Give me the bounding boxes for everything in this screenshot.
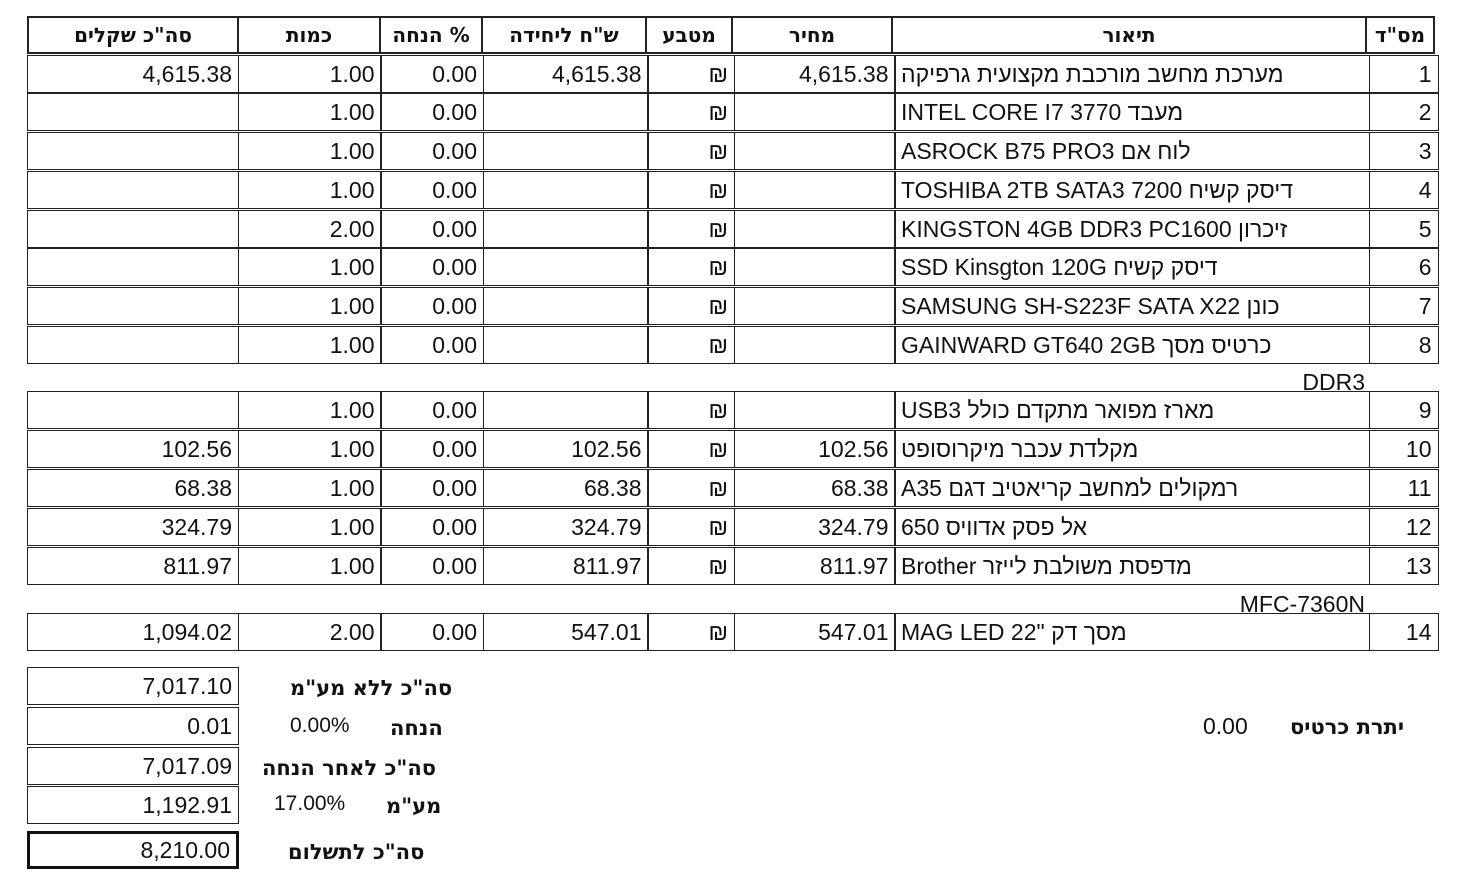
vat-percent: 17.00%: [274, 792, 346, 815]
row-description-text: מדפסת משולבת לייזר Brother: [901, 552, 1192, 579]
row-index-text: 5: [1418, 215, 1432, 242]
row-description-text: לוח אם ASROCK B75 PRO3: [901, 137, 1191, 164]
row-total: [27, 391, 239, 429]
row-quantity: [238, 132, 382, 170]
table-row: [27, 326, 1439, 364]
row-index: [1369, 287, 1439, 325]
row-currency-text: ₪: [708, 396, 728, 423]
row-quantity-text: 2.00: [329, 618, 375, 645]
row-discount: [380, 93, 484, 131]
row-quantity: [238, 171, 382, 209]
row-quantity: [238, 93, 382, 131]
row-total-text: 324.79: [161, 513, 232, 540]
row-index-text: 1: [1418, 60, 1432, 87]
row-quantity: [238, 55, 382, 93]
row-currency: [647, 55, 735, 93]
row-description-continued: MFC-7360N: [1239, 591, 1365, 617]
row-description: [894, 391, 1370, 429]
row-quantity: [238, 508, 382, 546]
header-total-ils: סה"כ שקלים: [27, 16, 239, 54]
row-currency-text: ₪: [708, 513, 728, 540]
after-discount-value: 7,017.09: [27, 747, 239, 785]
row-currency-text: ₪: [708, 98, 728, 125]
row-price: [734, 326, 896, 364]
row-total: [27, 469, 239, 507]
row-total: [27, 248, 239, 286]
row-total: [27, 613, 239, 651]
row-discount-text: 0.00: [432, 98, 477, 125]
row-currency-text: ₪: [708, 618, 728, 645]
row-quantity-text: 1.00: [329, 176, 375, 203]
row-total-text: 68.38: [174, 474, 232, 501]
row-discount-text: 0.00: [432, 618, 477, 645]
discount-label: הנחה: [390, 716, 443, 740]
invoice-table-header: [27, 16, 1438, 54]
row-quantity: [238, 469, 382, 507]
row-currency: [647, 210, 735, 248]
row-index-text: 7: [1418, 292, 1432, 319]
row-unit-price: [483, 391, 649, 429]
table-row: [27, 93, 1439, 131]
row-currency: [647, 248, 735, 286]
vat-value: 1,192.91: [27, 786, 239, 824]
row-quantity: [238, 248, 382, 286]
row-quantity-text: 1.00: [329, 60, 375, 87]
row-quantity: [238, 326, 382, 364]
row-unit-price-text: 68.38: [583, 474, 642, 501]
row-index: [1369, 132, 1439, 170]
row-total: [27, 93, 239, 131]
row-description-text: כונן SAMSUNG SH-S223F SATA X22: [901, 292, 1280, 319]
row-description: [894, 430, 1370, 468]
row-currency-text: ₪: [708, 253, 728, 280]
row-discount-text: 0.00: [432, 396, 477, 423]
row-unit-price-text: 102.56: [571, 435, 642, 462]
row-discount-text: 0.00: [432, 253, 477, 280]
row-price-text: 68.38: [830, 474, 889, 501]
table-row: [27, 132, 1439, 170]
row-total: [27, 287, 239, 325]
row-discount: [380, 287, 484, 325]
row-quantity: [238, 210, 382, 248]
row-description-text: מעבד INTEL CORE I7 3770: [901, 98, 1184, 125]
row-description-text: מארז מפואר מתקדם כולל USB3: [901, 396, 1215, 423]
row-index-text: 4: [1418, 176, 1432, 203]
row-description: [894, 93, 1370, 131]
row-total-text: 4,615.38: [142, 60, 232, 87]
row-price: [734, 469, 896, 507]
row-currency: [647, 469, 735, 507]
row-unit-price: [483, 171, 649, 209]
row-description: [894, 287, 1370, 325]
row-discount: [380, 508, 484, 546]
subtotal-label: סה"כ ללא מע"מ: [290, 676, 453, 700]
row-discount-text: 0.00: [432, 292, 477, 319]
table-row: [27, 508, 1439, 546]
row-index: [1369, 210, 1439, 248]
row-discount: [380, 326, 484, 364]
row-index-text: 3: [1418, 137, 1432, 164]
row-discount-text: 0.00: [432, 435, 477, 462]
row-discount-text: 0.00: [432, 331, 477, 358]
row-description: [894, 613, 1370, 651]
row-description: [894, 171, 1370, 209]
row-currency-text: ₪: [708, 137, 728, 164]
row-currency-text: ₪: [708, 215, 728, 242]
row-quantity-text: 1.00: [329, 253, 375, 280]
row-quantity-text: 1.00: [329, 435, 375, 462]
row-discount: [380, 613, 484, 651]
row-unit-price: [483, 55, 649, 93]
row-currency: [647, 613, 735, 651]
row-index: [1369, 326, 1439, 364]
row-quantity-text: 1.00: [329, 98, 375, 125]
row-quantity-text: 1.00: [329, 137, 375, 164]
row-discount-text: 0.00: [432, 474, 477, 501]
row-total: [27, 430, 239, 468]
row-discount: [380, 55, 484, 93]
row-currency-text: ₪: [708, 331, 728, 358]
row-description-text: רמקולים למחשב קריאטיב דגם A35: [901, 474, 1239, 501]
row-total: [27, 171, 239, 209]
row-currency-text: ₪: [708, 176, 728, 203]
row-currency: [647, 391, 735, 429]
row-discount-text: 0.00: [432, 60, 477, 87]
row-price: [734, 547, 896, 585]
row-price-text: 324.79: [818, 513, 889, 540]
row-index-text: 11: [1407, 474, 1432, 501]
row-discount-text: 0.00: [432, 215, 477, 242]
row-quantity: [238, 287, 382, 325]
row-description: [894, 508, 1370, 546]
row-total: [27, 210, 239, 248]
row-unit-price-text: 4,615.38: [551, 60, 642, 87]
row-total: [27, 547, 239, 585]
row-quantity: [238, 430, 382, 468]
table-row: [27, 391, 1439, 429]
card-balance-value: 0.00: [1203, 713, 1248, 739]
row-currency-text: ₪: [708, 435, 728, 462]
row-description-text: כרטיס מסך GAINWARD GT640 2GB: [901, 331, 1272, 358]
row-price: [734, 287, 896, 325]
row-index-text: 13: [1405, 552, 1432, 579]
header-discount-pct: % הנחה: [379, 16, 483, 54]
row-discount: [380, 391, 484, 429]
row-description-text: אל פסק אדוויס 650: [901, 513, 1088, 540]
header-index: מס"ד: [1365, 16, 1435, 54]
row-unit-price-text: 324.79: [571, 513, 642, 540]
header-price: מחיר: [731, 16, 893, 54]
vat-label: מע"מ: [386, 794, 442, 818]
row-index-text: 2: [1418, 98, 1432, 125]
row-description: [894, 469, 1370, 507]
row-unit-price: [483, 287, 649, 325]
row-index: [1369, 547, 1439, 585]
row-price-text: 4,615.38: [798, 60, 889, 87]
card-balance-label: יתרת כרטיס: [1290, 715, 1405, 739]
row-discount: [380, 248, 484, 286]
row-index: [1369, 391, 1439, 429]
row-unit-price: [483, 93, 649, 131]
table-row: [27, 287, 1439, 325]
row-quantity: [238, 391, 382, 429]
row-total: [27, 326, 239, 364]
row-index: [1369, 613, 1439, 651]
table-row: [27, 430, 1439, 468]
row-index: [1369, 508, 1439, 546]
row-currency: [647, 508, 735, 546]
row-price-text: 102.56: [818, 435, 889, 462]
row-currency-text: ₪: [708, 474, 728, 501]
row-discount-text: 0.00: [432, 176, 477, 203]
table-row: [27, 547, 1439, 585]
grand-total-value: 8,210.00: [27, 831, 239, 869]
row-description-text: דיסק קשיח TOSHIBA 2TB SATA3 7200: [901, 176, 1293, 203]
table-row: [27, 469, 1439, 507]
row-description-continued: DDR3: [1302, 369, 1365, 395]
row-price: [734, 391, 896, 429]
row-description: [894, 132, 1370, 170]
table-row: [27, 171, 1439, 209]
row-discount: [380, 210, 484, 248]
row-description: [894, 210, 1370, 248]
row-index: [1369, 248, 1439, 286]
row-description: [894, 55, 1370, 93]
row-price: [734, 132, 896, 170]
row-unit-price: [483, 326, 649, 364]
row-discount: [380, 171, 484, 209]
row-currency: [647, 547, 735, 585]
header-quantity: כמות: [237, 16, 381, 54]
row-unit-price: [483, 132, 649, 170]
row-unit-price: [483, 430, 649, 468]
row-discount: [380, 430, 484, 468]
after-discount-label: סה"כ לאחר הנחה: [262, 756, 437, 780]
row-discount: [380, 132, 484, 170]
row-discount-text: 0.00: [432, 137, 477, 164]
row-description-text: מערכת מחשב מורכבת מקצועית גרפיקה: [901, 60, 1284, 87]
grand-total-label: סה"כ לתשלום: [288, 840, 425, 864]
row-unit-price: [483, 508, 649, 546]
row-currency: [647, 171, 735, 209]
row-description-text: מסך דק "22 MAG LED: [901, 618, 1127, 645]
row-quantity-text: 1.00: [329, 292, 375, 319]
header-unit-price: ש"ח ליחידה: [481, 16, 647, 54]
row-total-text: 1,094.02: [142, 618, 232, 645]
row-index: [1369, 469, 1439, 507]
row-currency: [647, 287, 735, 325]
row-total-text: 811.97: [163, 552, 232, 579]
row-quantity-text: 1.00: [329, 513, 375, 540]
row-description-text: דיסק קשיח SSD Kinsgton 120G: [901, 253, 1218, 280]
row-currency: [647, 326, 735, 364]
row-price: [734, 430, 896, 468]
row-index: [1369, 93, 1439, 131]
row-currency-text: ₪: [708, 60, 728, 87]
row-unit-price: [483, 469, 649, 507]
row-description: [894, 326, 1370, 364]
row-currency: [647, 93, 735, 131]
discount-value: 0.01: [27, 707, 239, 745]
row-total: [27, 132, 239, 170]
row-description-text: זיכרון KINGSTON 4GB DDR3 PC1600: [901, 215, 1288, 242]
row-currency-text: ₪: [708, 292, 728, 319]
row-index-text: 10: [1405, 435, 1432, 462]
header-currency: מטבע: [645, 16, 733, 54]
row-price: [734, 248, 896, 286]
header-description: תיאור: [891, 16, 1367, 54]
row-discount-text: 0.00: [432, 513, 477, 540]
row-quantity-text: 2.00: [329, 215, 375, 242]
row-index-text: 9: [1418, 396, 1432, 423]
row-quantity-text: 1.00: [329, 396, 375, 423]
row-quantity-text: 1.00: [329, 331, 375, 358]
row-unit-price-text: 547.01: [571, 618, 642, 645]
row-price-text: 811.97: [819, 552, 889, 579]
row-unit-price: [483, 613, 649, 651]
table-row: [27, 613, 1439, 651]
row-price: [734, 55, 896, 93]
row-quantity-text: 1.00: [329, 474, 375, 501]
row-price: [734, 508, 896, 546]
row-unit-price: [483, 248, 649, 286]
row-description: [894, 248, 1370, 286]
row-discount-text: 0.00: [432, 552, 477, 579]
row-price: [734, 613, 896, 651]
row-unit-price: [483, 547, 649, 585]
row-price: [734, 93, 896, 131]
discount-percent: 0.00%: [290, 714, 350, 737]
row-description: [894, 547, 1370, 585]
row-total: [27, 508, 239, 546]
row-index: [1369, 171, 1439, 209]
row-quantity: [238, 547, 382, 585]
row-index-text: 8: [1418, 331, 1432, 358]
row-index: [1369, 430, 1439, 468]
row-currency-text: ₪: [708, 552, 728, 579]
row-price-text: 547.01: [818, 618, 889, 645]
row-unit-price: [483, 210, 649, 248]
row-currency: [647, 132, 735, 170]
row-index-text: 14: [1405, 618, 1432, 645]
row-discount: [380, 547, 484, 585]
row-total: [27, 55, 239, 93]
row-discount: [380, 469, 484, 507]
row-quantity: [238, 613, 382, 651]
row-unit-price-text: 811.97: [572, 552, 642, 579]
table-row: [27, 55, 1439, 93]
row-quantity-text: 1.00: [329, 552, 375, 579]
table-row: [27, 248, 1439, 286]
row-index-text: 12: [1405, 513, 1432, 540]
row-description-text: מקלדת עכבר מיקרוסופט: [901, 435, 1139, 462]
table-row: [27, 210, 1439, 248]
row-price: [734, 171, 896, 209]
row-price: [734, 210, 896, 248]
subtotal-value: 7,017.10: [27, 667, 239, 705]
row-index-text: 6: [1418, 253, 1432, 280]
row-index: [1369, 55, 1439, 93]
row-currency: [647, 430, 735, 468]
row-total-text: 102.56: [161, 435, 232, 462]
